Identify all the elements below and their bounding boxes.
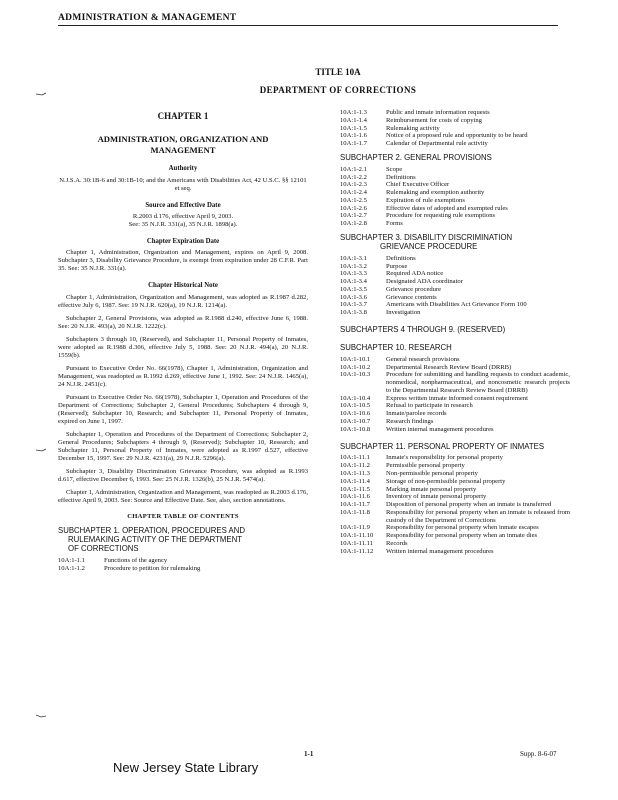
section-number: 10A:1-11.10 [340,532,374,540]
toc-entry [340,454,570,462]
toc-entry [340,294,570,302]
toc-entry [340,364,570,372]
section-title: Responsibility for personal property when inmate escapes [386,524,539,532]
toc-entry [340,462,570,470]
section-number: 10A:1-11.12 [340,547,374,555]
section-number: 10A:1-3.2 [340,262,367,270]
section-title: Definitions [386,173,416,181]
section-title: Investigation [386,309,421,317]
section-number: 10A:1-11.7 [340,501,370,509]
section-number: 10A:1-2.2 [340,173,367,181]
section-title: Non-permissible personal property [386,469,478,477]
section-number: 10A:1-2.6 [340,204,367,212]
section-number: 10A:1-3.4 [340,278,367,286]
scan-mark-icon [36,92,46,96]
toc-entry [340,189,570,197]
section-number: 10A:1-10.3 [340,371,371,379]
section-number: 10A:1-11.1 [340,454,370,462]
section-number: 10A:1-11.4 [340,477,370,485]
history-paragraph: Pursuant to Executive Order No. 66(1978), Chapter 1, Administration, Organization and Management, was readopted as R.1992 d.269, effective June 1, 1992. See: 24 N.J.R. 1465(a), 24 N.J.R. 2451(c). [58,364,308,388]
subchapter-10-heading: SUBCHAPTER 10. RESEARCH [340,342,452,352]
scan-mark-icon [36,448,46,452]
toc-entry [340,501,570,509]
subchapter-1-heading [58,527,308,554]
section-title: Functions of the agency [104,557,168,565]
expiration-text: Chapter 1, Administration, Organization and Management, expires on April 9, 2008. Subchapter 3, Disability Grievance Procedure, is exempt from expiration under 28 C.F.R. Part 35. See: 35 N.J.R. 331(a). [58,249,308,273]
toc-entry [340,197,570,205]
toc-entry [340,270,570,278]
chapter-title: ADMINISTRATION, ORGANIZATION AND MANAGEMENT [97,133,269,156]
history-paragraph: Subchapter 1, Operation and Procedures of the Department of Corrections; Subchapter 2, General Procedures; Subchapters 4 through 9, (Reserved); Subchapter 10, Research; and Subchapter 11, Personal Property of Inmates, were adopted as R.1997 d.527, effective December 15, 1997. See: 29 N.J.R. 4231(a), 29 N.J.R. 5296(a). [58,431,308,463]
subchapter-11-heading: SUBCHAPTER 11. PERSONAL PROPERTY OF INMATES [340,441,545,451]
section-title: Departmental Research Review Board (DRRB) [386,363,512,371]
source-line: See: 35 N.J.R. 331(a), 35 N.J.R. 1898(a). [128,220,238,228]
toc-entry [340,470,570,478]
toc-entry [340,301,570,309]
section-title: Refusal to participate in research [386,402,473,410]
section-number: 10A:1-2.7 [340,212,367,220]
section-number: 10A:1-3.6 [340,293,367,301]
subchapter-3-heading [340,234,570,252]
section-title: Procedure for submitting and handling requests to conduct academic, nonmedical, nonpharmaceutical, and noncosmetic research projects to the Departmental Research Review Board (DRRB) [386,371,570,394]
subchapter-heading-line: GRIEVANCE PROCEDURE [380,241,478,251]
subchapter-heading-line: SUBCHAPTER 1. OPERATION, PROCEDURES AND [58,526,246,536]
section-title: Disposition of personal property when an inmate is transferred [386,501,552,509]
section-title: Notice of a proposed rule and opportunity to be heard [386,132,528,140]
section-number: 10A:1-11.11 [340,539,374,547]
toc-entry [340,309,570,317]
section-title: Forms [386,220,403,228]
section-title: Written internal management procedures [386,425,494,433]
toc-entry [340,532,570,540]
section-title: Inmate's responsibility for personal property [386,454,503,462]
section-number: 10A:1-11.6 [340,493,370,501]
subchapter-heading-line: OF CORRECTIONS [68,544,139,554]
section-title: Grievance procedure [386,285,442,293]
toc-entry [340,402,570,410]
subchapters-4-9-heading: SUBCHAPTERS 4 THROUGH 9. (RESERVED) [340,324,506,334]
section-number: 10A:1-11.8 [340,508,370,516]
toc-entry [340,181,570,189]
section-title: Americans with Disabilities Act Grievance Form 100 [386,301,527,309]
left-column [58,111,308,573]
section-number: 10A:1-10.7 [340,417,371,425]
section-title: Procedure to petition for rulemaking [104,565,201,573]
section-title: Reimbursement for costs of copying [386,116,482,124]
toc-entry [340,125,570,133]
toc-entry [58,557,308,565]
running-head-text: ADMINISTRATION & MANAGEMENT [58,13,237,23]
title-number: TITLE 10A [315,67,361,77]
toc-entry [340,220,570,228]
section-title: Calendar of Departmental rule activity [386,140,488,148]
section-title: Rulemaking activity [386,124,440,132]
section-title: Rulemaking and exemption authority [386,189,485,197]
section-title: Research findings [386,417,434,425]
toc-entry [340,478,570,486]
section-number: 10A:1-1.6 [340,132,367,140]
section-number: 10A:1-10.1 [340,355,371,363]
section-number: 10A:1-1.1 [58,557,85,565]
history-paragraph: Subchapters 3 through 10, (Reserved), and Subchapter 11, Personal Property of Inmates, were adopted as R.1988 d.306, effective July 5, 1988. See: 20 N.J.R. 494(a), 20 N.J.R. 1559(b). [58,335,308,359]
section-title: Storage of non-permissible personal property [386,477,506,485]
section-title: Responsibility for personal property when an inmate dies [386,532,538,540]
history-paragraph: Subchapter 3, Disability Discrimination Grievance Procedure, was adopted as R.1993 d.617, effective December 6, 1993. See: 25 N.J.R. 1326(b), 25 N.J.R. 5474(a). [58,468,308,484]
expiration-heading: Chapter Expiration Date [146,238,220,245]
source-line: R.2003 d.176, effective April 9, 2003. [132,212,234,220]
subchapter-heading-line: SUBCHAPTER 3. DISABILITY DISCRIMINATION [340,232,513,242]
section-title: Responsibility for personal property when an inmate is released from custody of the Department of Corrections [386,508,570,524]
subchapter-heading-line: RULEMAKING ACTIVITY OF THE DEPARTMENT [68,535,243,545]
section-number: 10A:1-11.2 [340,462,370,470]
section-number: 10A:1-10.5 [340,402,371,410]
section-number: 10A:1-10.6 [340,410,371,418]
section-title: Designated ADA coordinator [386,278,463,286]
toc-entry [340,524,570,532]
toc-entry [58,565,308,573]
section-number: 10A:1-2.4 [340,189,367,197]
history-paragraph: Subchapter 2, General Provisions, was adopted as R.1988 d.240, effective June 6, 1988. See: 20 N.J.R. 493(a), 20 N.J.R. 1222(c). [58,314,308,330]
toc-entry [340,540,570,548]
toc-entry [340,548,570,556]
section-number: 10A:1-3.8 [340,309,367,317]
library-watermark: New Jersey State Library [113,760,259,775]
history-paragraph: Chapter 1, Administration, Organization and Management, was readopted as R.2003 d.176, effective April 9, 2003. See: Source and Effective Date. See, also, section annotations. [58,489,308,505]
toc-entry [340,212,570,220]
source-heading: Source and Effective Date [145,201,221,209]
section-title: Records [386,539,408,547]
section-title: Effective dates of adopted and exempted rules [386,204,508,212]
toc-entry [340,205,570,213]
section-title: Permissible personal property [386,462,465,470]
section-number: 10A:1-3.3 [340,270,367,278]
section-number: 10A:1-2.3 [340,181,367,189]
section-title: Purpose [386,262,408,270]
section-title: Scope [386,165,403,173]
toc-entry [340,255,570,263]
section-title: Grievance contents [386,293,437,301]
section-number: 10A:1-11.9 [340,524,370,532]
section-number: 10A:1-2.5 [340,196,367,204]
toc-entry [340,286,570,294]
section-number: 10A:1-3.7 [340,301,367,309]
toc-entry [340,117,570,125]
section-title: Required ADA notice [386,270,444,278]
section-title: Definitions [386,254,416,262]
toc-entry [340,426,570,434]
toc-entry [340,493,570,501]
toc-entry [340,371,570,394]
supplement-date: Supp. 8-6-07 [520,750,557,758]
toc-entry [340,109,570,117]
authority-heading: Authority [168,165,198,173]
section-title: Chief Executive Officer [386,181,450,189]
section-title: Marking inmate personal property [386,485,477,493]
section-title: Procedure for requesting rule exemptions [386,212,496,220]
toc-entry [340,410,570,418]
section-number: 10A:1-1.3 [340,109,367,116]
toc-entry [340,174,570,182]
section-title: Written internal management procedures [386,547,494,555]
toc-entry [340,132,570,140]
section-number: 10A:1-2.1 [340,165,367,173]
toc-entry [340,486,570,494]
page-number: 1-1 [304,750,314,758]
section-number: 10A:1-3.5 [340,285,367,293]
header-divider [58,25,558,26]
toc-heading: CHAPTER TABLE OF CONTENTS [127,513,239,521]
section-number: 10A:1-1.2 [58,565,85,573]
history-paragraph: Pursuant to Executive Order No. 66(1978), Subchapter 1, Operation and Procedures of the Department of Corrections; Subchapter 2, General Procedures; Subchapters 4 through 9, (Reserved); Subchapter 10, Research; and Subchapter 11, Personal Property of Inmates, expired on June 1, 1997. [58,393,308,426]
toc-entry [340,509,570,525]
section-title: General research provisions [386,355,460,363]
section-number: 10A:1-10.2 [340,363,371,371]
toc-entry [340,356,570,364]
section-title: Express written inmate informed consent requirement [386,394,528,402]
section-number: 10A:1-3.1 [340,254,367,262]
section-number: 10A:1-1.7 [340,140,367,148]
toc-entry [340,395,570,403]
section-number: 10A:1-1.4 [340,116,367,124]
section-number: 10A:1-10.4 [340,394,371,402]
title-department: DEPARTMENT OF CORRECTIONS [259,85,417,95]
section-number: 10A:1-2.8 [340,220,367,228]
section-title: Inmate/parolee records [386,410,447,418]
authority-text: N.J.S.A. 30:1B-6 and 30:1B-10; and the Americans with Disabilities Act, 42 U.S.C. §§ 12101 et seq. [59,176,307,192]
section-number: 10A:1-1.5 [340,124,367,132]
section-title: Public and inmate information requests [386,109,490,116]
toc-entry [340,166,570,174]
toc-entry [340,263,570,271]
toc-entry [340,140,570,148]
section-title: Expiration of rule exemptions [386,196,465,204]
toc-entry [340,278,570,286]
subchapter-2-heading: SUBCHAPTER 2. GENERAL PROVISIONS [340,152,492,162]
history-paragraph: Chapter 1, Administration, Organization and Management, was adopted as R.1987 d.282, effective July 6, 1987. See: 19 N.J.R. 620(a), 19 N.J.R. 1214(a). [58,293,308,309]
chapter-number: CHAPTER 1 [157,111,209,121]
section-number: 10A:1-11.3 [340,469,370,477]
toc-entry [340,418,570,426]
section-title: Inventory of inmate personal property [386,493,487,501]
running-header [58,13,558,26]
section-number: 10A:1-11.5 [340,485,370,493]
right-column [340,109,570,555]
section-number: 10A:1-10.8 [340,425,371,433]
history-heading: Chapter Historical Note [148,282,218,290]
scan-mark-icon [36,714,46,718]
